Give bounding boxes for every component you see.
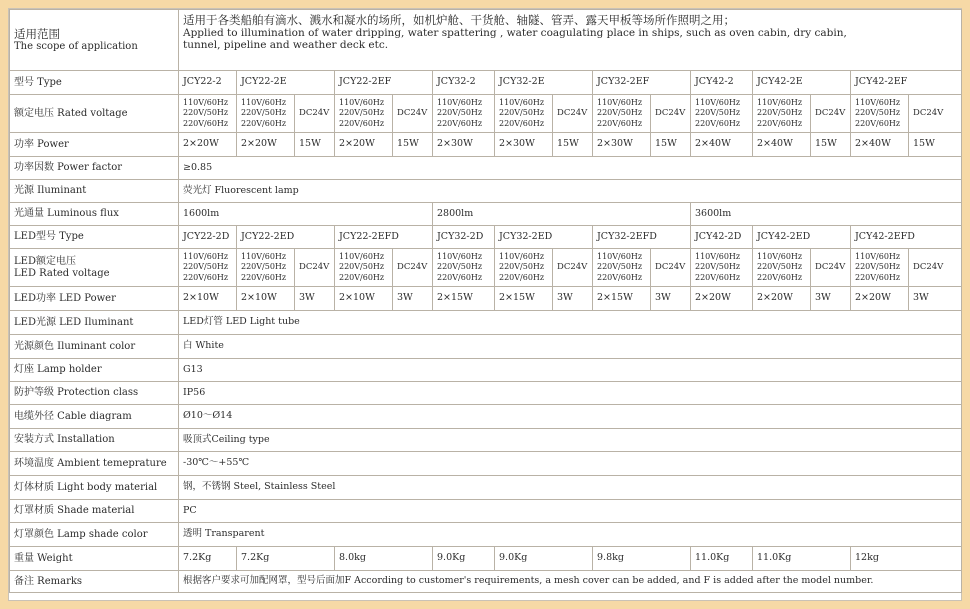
protection-value: IP56 bbox=[179, 382, 962, 405]
scope-label bbox=[10, 10, 179, 71]
model-cell: JCY32-2EF bbox=[593, 71, 691, 95]
voltage-ac-cell: 110V/60Hz 220V/50Hz 220V/60Hz bbox=[335, 95, 393, 133]
scope-row bbox=[10, 10, 962, 71]
model-cell: JCY32-2E bbox=[495, 71, 593, 95]
power-cell: 15W bbox=[651, 133, 691, 157]
voltage-ac-cell: 110V/60Hz 220V/50Hz 220V/60Hz bbox=[851, 95, 909, 133]
illuminant-row bbox=[10, 180, 962, 203]
weight-cell: 8.0kg bbox=[335, 547, 433, 571]
shade-color-value: 透明 Transparent bbox=[179, 523, 962, 547]
led-voltage-row bbox=[10, 249, 962, 287]
led-model-row bbox=[10, 226, 962, 249]
led-voltage-label bbox=[10, 249, 179, 287]
led-voltage-dc-cell: DC24V bbox=[393, 249, 433, 287]
led-model-cell: JCY22-2EFD bbox=[335, 226, 433, 249]
temperature-value: -30℃～+55℃ bbox=[179, 452, 962, 476]
led-power-cell: 2×15W bbox=[495, 287, 553, 311]
weight-row bbox=[10, 547, 962, 571]
scope-label-cn: 适用范围 bbox=[14, 26, 60, 41]
led-voltage-ac-cell: 110V/60Hz 220V/50Hz 220V/60Hz bbox=[593, 249, 651, 287]
led-voltage-ac-cell: 110V/60Hz 220V/50Hz 220V/60Hz bbox=[335, 249, 393, 287]
led-voltage-ac-cell: 110V/60Hz 220V/50Hz 220V/60Hz bbox=[433, 249, 495, 287]
body-material-label: 灯体材质 Light body material bbox=[10, 476, 179, 500]
power-cell: 15W bbox=[811, 133, 851, 157]
power-cell: 2×30W bbox=[593, 133, 651, 157]
power-factor-label: 功率因数 Power factor bbox=[10, 157, 179, 180]
color-row bbox=[10, 335, 962, 359]
led-illuminant-row bbox=[10, 311, 962, 335]
led-voltage-label-cn: LED额定电压 bbox=[14, 256, 76, 267]
led-model-cell: JCY42-2ED bbox=[753, 226, 851, 249]
cable-row bbox=[10, 405, 962, 429]
weight-cell: 11.0Kg bbox=[753, 547, 851, 571]
weight-cell: 12kg bbox=[851, 547, 962, 571]
scope-text bbox=[179, 10, 962, 71]
flux-cell: 3600lm bbox=[691, 203, 962, 226]
model-cell: JCY22-2EF bbox=[335, 71, 433, 95]
led-power-cell: 3W bbox=[651, 287, 691, 311]
voltage-dc-cell: DC24V bbox=[553, 95, 593, 133]
scope-text-cn: 适用于各类船舶有滴水、溅水和凝水的场所，如机炉舱、干货舱、轴隧、管弄、露天甲板等场所作照明之用； bbox=[183, 13, 735, 27]
power-cell: 2×40W bbox=[851, 133, 909, 157]
model-cell: JCY42-2EF bbox=[851, 71, 962, 95]
voltage-dc-cell: DC24V bbox=[909, 95, 962, 133]
installation-value: 吸顶式Ceiling type bbox=[179, 429, 962, 452]
led-illuminant-label: LED光源 LED Iluminant bbox=[10, 311, 179, 335]
weight-cell: 9.0Kg bbox=[433, 547, 495, 571]
led-model-cell: JCY22-2D bbox=[179, 226, 237, 249]
model-cell: JCY22-2 bbox=[179, 71, 237, 95]
model-cell: JCY32-2 bbox=[433, 71, 495, 95]
voltage-dc-cell: DC24V bbox=[295, 95, 335, 133]
led-model-label: LED型号 Type bbox=[10, 226, 179, 249]
illuminant-value: 荧光灯 Fluorescent lamp bbox=[179, 180, 962, 203]
voltage-ac-cell: 110V/60Hz 220V/50Hz 220V/60Hz bbox=[179, 95, 237, 133]
power-cell: 2×20W bbox=[237, 133, 295, 157]
led-voltage-ac-cell: 110V/60Hz 220V/50Hz 220V/60Hz bbox=[691, 249, 753, 287]
led-power-cell: 3W bbox=[553, 287, 593, 311]
led-power-cell: 2×10W bbox=[237, 287, 295, 311]
illuminant-label: 光源 Iluminant bbox=[10, 180, 179, 203]
power-cell: 2×40W bbox=[691, 133, 753, 157]
scope-text-en-1: Applied to illumination of water dripping, water spattering , water coagulating place in ships, such as oven cabin, dry cabin, bbox=[183, 27, 847, 40]
led-model-cell: JCY42-2D bbox=[691, 226, 753, 249]
led-model-cell: JCY32-2ED bbox=[495, 226, 593, 249]
power-cell: 2×30W bbox=[495, 133, 553, 157]
remarks-label: 备注 Remarks bbox=[10, 571, 179, 593]
led-voltage-dc-cell: DC24V bbox=[651, 249, 691, 287]
power-row bbox=[10, 133, 962, 157]
shade-material-row bbox=[10, 500, 962, 523]
led-voltage-dc-cell: DC24V bbox=[295, 249, 335, 287]
power-cell: 2×20W bbox=[179, 133, 237, 157]
led-power-cell: 3W bbox=[909, 287, 962, 311]
power-cell: 15W bbox=[553, 133, 593, 157]
remarks-value: 根据客户要求可加配网罩，型号后面加F According to customer's requirements, a mesh cover can be added, and F is added after the model number. bbox=[179, 571, 962, 593]
scope-label-en: The scope of application bbox=[14, 40, 138, 52]
voltage-dc-cell: DC24V bbox=[811, 95, 851, 133]
spec-table bbox=[9, 9, 962, 593]
spec-sheet bbox=[8, 8, 962, 601]
model-cell: JCY42-2E bbox=[753, 71, 851, 95]
weight-cell: 9.0Kg bbox=[495, 547, 593, 571]
led-power-cell: 3W bbox=[393, 287, 433, 311]
installation-row bbox=[10, 429, 962, 452]
temperature-row bbox=[10, 452, 962, 476]
weight-cell: 7.2Kg bbox=[237, 547, 335, 571]
led-voltage-dc-cell: DC24V bbox=[811, 249, 851, 287]
power-label: 功率 Power bbox=[10, 133, 179, 157]
model-row bbox=[10, 71, 962, 95]
power-cell: 15W bbox=[295, 133, 335, 157]
weight-cell: 11.0Kg bbox=[691, 547, 753, 571]
scope-text-en-2: tunnel, pipeline and weather deck etc. bbox=[183, 39, 389, 52]
led-power-cell: 2×20W bbox=[691, 287, 753, 311]
shade-material-value: PC bbox=[179, 500, 962, 523]
led-model-cell: JCY22-2ED bbox=[237, 226, 335, 249]
flux-label: 光通量 Luminous flux bbox=[10, 203, 179, 226]
voltage-ac-cell: 110V/60Hz 220V/50Hz 220V/60Hz bbox=[691, 95, 753, 133]
flux-row bbox=[10, 203, 962, 226]
holder-label: 灯座 Lamp holder bbox=[10, 359, 179, 382]
led-voltage-dc-cell: DC24V bbox=[553, 249, 593, 287]
power-factor-value: ≥0.85 bbox=[179, 157, 962, 180]
body-material-value: 钢，不锈钢 Steel, Stainless Steel bbox=[179, 476, 962, 500]
power-cell: 2×20W bbox=[335, 133, 393, 157]
temperature-label: 环境温度 Ambient temeprature bbox=[10, 452, 179, 476]
led-power-cell: 2×20W bbox=[753, 287, 811, 311]
led-voltage-ac-cell: 110V/60Hz 220V/50Hz 220V/60Hz bbox=[179, 249, 237, 287]
voltage-ac-cell: 110V/60Hz 220V/50Hz 220V/60Hz bbox=[237, 95, 295, 133]
color-label: 光源颜色 Iluminant color bbox=[10, 335, 179, 359]
weight-label: 重量 Weight bbox=[10, 547, 179, 571]
remarks-row bbox=[10, 571, 962, 593]
voltage-ac-cell: 110V/60Hz 220V/50Hz 220V/60Hz bbox=[433, 95, 495, 133]
body-material-row bbox=[10, 476, 962, 500]
model-label: 型号 Type bbox=[10, 71, 179, 95]
power-cell: 2×30W bbox=[433, 133, 495, 157]
voltage-dc-cell: DC24V bbox=[651, 95, 691, 133]
led-model-cell: JCY32-2D bbox=[433, 226, 495, 249]
power-cell: 15W bbox=[909, 133, 962, 157]
protection-label: 防护等级 Protection class bbox=[10, 382, 179, 405]
flux-cell: 2800lm bbox=[433, 203, 691, 226]
power-factor-row bbox=[10, 157, 962, 180]
led-model-cell: JCY42-2EFD bbox=[851, 226, 962, 249]
voltage-ac-cell: 110V/60Hz 220V/50Hz 220V/60Hz bbox=[495, 95, 553, 133]
led-voltage-label-en: LED Rated voltage bbox=[14, 267, 110, 279]
led-illuminant-value: LED灯管 LED Light tube bbox=[179, 311, 962, 335]
cable-value: Ø10～Ø14 bbox=[179, 405, 962, 429]
color-value: 白 White bbox=[179, 335, 962, 359]
led-power-cell: 2×15W bbox=[433, 287, 495, 311]
shade-material-label: 灯罩材质 Shade material bbox=[10, 500, 179, 523]
shade-color-row bbox=[10, 523, 962, 547]
model-cell: JCY22-2E bbox=[237, 71, 335, 95]
shade-color-label: 灯罩颜色 Lamp shade color bbox=[10, 523, 179, 547]
led-power-cell: 2×10W bbox=[179, 287, 237, 311]
led-power-cell: 2×20W bbox=[851, 287, 909, 311]
power-cell: 15W bbox=[393, 133, 433, 157]
weight-cell: 9.8kg bbox=[593, 547, 691, 571]
led-power-cell: 2×15W bbox=[593, 287, 651, 311]
holder-value: G13 bbox=[179, 359, 962, 382]
led-power-label: LED功率 LED Power bbox=[10, 287, 179, 311]
led-power-cell: 3W bbox=[811, 287, 851, 311]
installation-label: 安装方式 Installation bbox=[10, 429, 179, 452]
cable-label: 电缆外径 Cable diagram bbox=[10, 405, 179, 429]
led-voltage-dc-cell: DC24V bbox=[909, 249, 962, 287]
flux-cell: 1600lm bbox=[179, 203, 433, 226]
voltage-ac-cell: 110V/60Hz 220V/50Hz 220V/60Hz bbox=[593, 95, 651, 133]
model-cell: JCY42-2 bbox=[691, 71, 753, 95]
led-model-cell: JCY32-2EFD bbox=[593, 226, 691, 249]
led-power-row bbox=[10, 287, 962, 311]
voltage-label: 额定电压 Rated voltage bbox=[10, 95, 179, 133]
voltage-row bbox=[10, 95, 962, 133]
power-cell: 2×40W bbox=[753, 133, 811, 157]
led-voltage-ac-cell: 110V/60Hz 220V/50Hz 220V/60Hz bbox=[753, 249, 811, 287]
weight-cell: 7.2Kg bbox=[179, 547, 237, 571]
led-power-cell: 3W bbox=[295, 287, 335, 311]
led-voltage-ac-cell: 110V/60Hz 220V/50Hz 220V/60Hz bbox=[237, 249, 295, 287]
holder-row bbox=[10, 359, 962, 382]
voltage-ac-cell: 110V/60Hz 220V/50Hz 220V/60Hz bbox=[753, 95, 811, 133]
led-power-cell: 2×10W bbox=[335, 287, 393, 311]
led-voltage-ac-cell: 110V/60Hz 220V/50Hz 220V/60Hz bbox=[495, 249, 553, 287]
led-voltage-ac-cell: 110V/60Hz 220V/50Hz 220V/60Hz bbox=[851, 249, 909, 287]
protection-row bbox=[10, 382, 962, 405]
voltage-dc-cell: DC24V bbox=[393, 95, 433, 133]
